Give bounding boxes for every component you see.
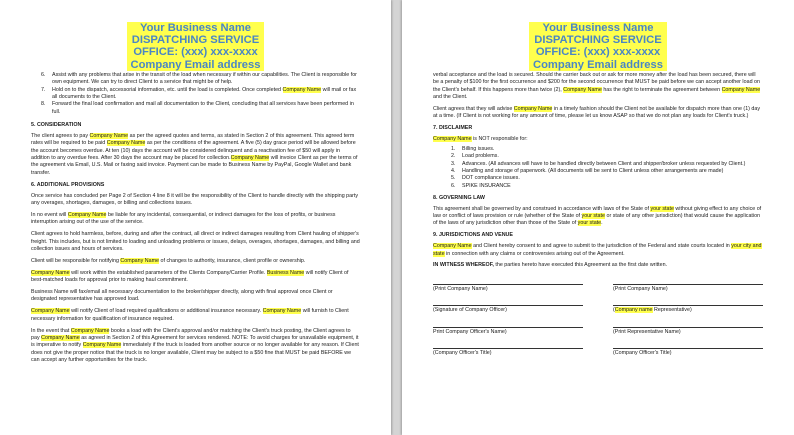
highlight-company-name: Company Name <box>230 155 270 162</box>
paragraph: Company Name will notify Client of load required qualifications or additional insurance necessary. Company Name will furnish to Client necessary information for qualification of insurance required. <box>31 308 349 322</box>
signature-row <box>433 348 763 357</box>
signature-line: (Company name Representative) <box>613 305 763 314</box>
list-item: 1. Billing issues. <box>451 146 495 153</box>
list-item: 4. Handling and storage of paperwork. (All documents will be sent to Client unless other arrangements are made) <box>451 168 724 175</box>
highlight-company-name: Company Name <box>120 257 160 264</box>
section-heading: 7. DISCLAIMER <box>433 125 473 132</box>
office-phone: OFFICE: (xxx) xxx-xxxx <box>133 46 258 59</box>
signature-line: (Print Company Name) <box>433 284 583 293</box>
service-title: DISPATCHING SERVICE <box>534 34 662 47</box>
highlight-company-name: Company Name <box>31 308 70 315</box>
paragraph: Company Name is NOT responsible for: <box>433 136 528 143</box>
service-title: DISPATCHING SERVICE <box>131 34 260 47</box>
list-item: 8. Forward the final load confirmation and mail all documentation to the Client, concluding that all services have been performed in full. <box>41 101 354 115</box>
company-email: Company Email address <box>533 58 663 71</box>
letterhead-highlight <box>127 22 265 71</box>
list-item: 6. SPIKE INSURANCE <box>451 182 511 189</box>
highlight-business-name: Business Name <box>266 269 305 276</box>
section-heading: 6. ADDITIONAL PROVISIONS <box>31 181 105 188</box>
highlight-company-name: Company Name <box>67 211 107 218</box>
highlight-company-name: Company Name <box>106 140 146 147</box>
highlight-company-name: Company name <box>614 307 653 314</box>
signature-row <box>433 284 763 293</box>
witness-clause: IN WITNESS WHEREOF, the parties hereto have executed this Agreement as the first date written. <box>433 262 668 269</box>
paragraph: Client agrees that they will advise Company Name in a timely fashion should the Client not be available for dispatch more than one (1) day at a time. (If Client is not working for any amount of time, please let us know ASAP so that we do not plan any loads for Client's truck.) <box>433 105 761 120</box>
list-item: 5. DOT compliance issues. <box>451 175 520 182</box>
document-page-left <box>0 0 391 435</box>
section-heading: 9. JURISDICTIONS AND VENUE <box>433 232 513 239</box>
letterhead <box>0 22 391 73</box>
signature-row <box>433 327 763 336</box>
letterhead-highlight <box>529 22 667 71</box>
letterhead <box>402 22 794 73</box>
highlight-company-name: Company Name <box>282 86 322 93</box>
disclaimer-list <box>441 146 763 190</box>
paragraph: Once service has concluded per Page 2 of Section 4 line 8 it will be the responsibility of the Client to handle directly with the shipping party any overages, shortages, damages, or billing and collections issues. <box>31 192 359 206</box>
paragraph: Company Name and Client hereby consent to and agree to submit to the jurisdiction of the Federal and state courts located in your city and state in connection with any claims or controversies arising out of the Agreement. <box>433 243 762 257</box>
list-item: 7. Hold on to the dispatch, accessorial information, etc. until the load is completed. Once completed Company Name will mail or fax all documents to the Client. <box>41 86 357 101</box>
section-heading: 8. GOVERNING LAW <box>433 194 485 201</box>
highlight-company-name: Company Name <box>31 269 70 276</box>
business-name: Your Business Name <box>139 22 252 34</box>
paragraph: This agreement shall be governed by and construed in accordance with laws of the State of your state without giving effect to any choice of law or conflict of laws provision or rule (whether of the State of your state or state of any other jurisdiction) that would cause the application of the laws of any jurisdiction other than those of the State of your state. <box>433 205 762 227</box>
section-heading: 5. CONSIDERATION <box>31 122 82 129</box>
highlight-company-name: Company Name <box>721 86 761 93</box>
signature-line: (Print Company Name) <box>613 284 763 293</box>
left-page-body <box>31 72 360 369</box>
paragraph: verbal acceptance and the load is secured. Should the carrier back out or ask for more money after the load has been secured, there will be a penalty of $100 for the first occurrence and $200 for the second occurrence that MUST be paid before we can accept another load on the Client's behalf. If this happens more than twice (2), Company Name has the right to terminate the agreement between Company Name and the Client. <box>433 72 761 101</box>
highlight-company-name: Company Name <box>82 342 122 349</box>
right-page-body <box>433 72 763 357</box>
document-page-right <box>402 0 794 435</box>
paragraph: The client agrees to pay Company Name as per the agreed quotes and terms, as stated in Section 2 of this agreement. This agreed term rates will be required to be paid Company Name as per the conditions of the agreement. A five (5) day grace period will be allowed before the account becomes overdue. At ten (10) days the account will be considered delinquent and a reactivation fee of $50 will apply in addition to any overdue fees. After 30 days the account may be placed for collection.Company Name will invoice Client as per the terms of the agreement via Email, U.S. Mail or faxing said invoice. Payment can be made to Business Name by PayPal, Google Wallet and bank transfer. <box>31 133 358 176</box>
highlight-company-name: Company Name <box>563 86 602 93</box>
highlight-company-name: Company Name <box>89 133 129 139</box>
paragraph: Client will be responsible for notifying Company Name of changes to authority, insurance, client profile or ownership. <box>31 257 306 264</box>
highlight-company-name: Company Name <box>41 334 80 341</box>
highlight-company-name: Company Name <box>70 327 110 334</box>
highlight-company-name: Company Name <box>433 136 472 143</box>
highlight-company-name: Company Name <box>262 308 302 315</box>
office-phone: OFFICE: (xxx) xxx-xxxx <box>535 46 661 59</box>
list-item: 2. Load problems. <box>451 153 499 160</box>
paragraph: In no event will Company Name be liable for any incidental, consequential, or indirect damages for the loss of profits, or business interruption arising out of the use of the service. <box>31 211 336 226</box>
business-name: Your Business Name <box>542 22 654 34</box>
paragraph: Business Name will fax/email all necessary documentation to the broker/shipper directly, along with final approval once Client or designated representative has approved load. <box>31 289 333 303</box>
paragraph: In the event that Company Name books a load with the Client's approval and/or matching the Client's truck posting, the Client agrees to pay Company Name as agreed in Section 2 of this Agreement for services rendered. NOTE: To avoid charges for unavailable equipment, it is imperative to notify Company Name immediately if the truck is loaded from another source or no longer available for any reason. If Client does not give the proper notice that the truck is no longer available, Client may be subject to a $50 fine that MUST be paid BEFORE we can accept any further opportunities for the truck. <box>31 327 359 363</box>
company-email: Company Email address <box>130 58 261 71</box>
highlight-company-name: Company Name <box>433 243 472 250</box>
highlight-your-state: your state <box>650 205 674 212</box>
list-item: 6. Assist with any problems that arise in the transit of the load when necessary if within our capabilities. The Client is responsible for own equipment. We can try to direct Client to a service that might be of help. <box>41 72 357 86</box>
signature-row <box>433 305 763 314</box>
highlight-your-state: your state <box>581 212 605 219</box>
signature-line: (Signature of Company Officer) <box>433 305 583 314</box>
signature-line: (Company Officer's Title) <box>613 348 763 357</box>
signature-line: (Print Representative Name) <box>613 327 763 336</box>
highlight-company-name: Company Name <box>513 105 553 112</box>
paragraph: Company Name will work within the established parameters of the Clients Company/Carrier Profile. Business Name will notify Client of best-matched loads for approval prior to making haul commitment. <box>31 269 349 284</box>
signature-line: Print Company Officer's Name) <box>433 327 583 336</box>
highlight-your-state: your state <box>577 220 602 227</box>
list-item: 3. Advances. (All advances will have to be handled directly between Client and shipper/broker unless requested by Client.) <box>451 160 746 167</box>
signature-line: (Company Officer's Title) <box>433 348 583 357</box>
paragraph: Client agrees to hold harmless, before, during and after the contract, all direct or indirect damages resulting from Client hauling of shipper's freight. This includes, but is not limited to loading and unloading problems or issues, delays, overages, shortages, damages, and billing and collection issues and hours of services. <box>31 231 360 252</box>
highlight-city-state: your city and state <box>433 243 762 257</box>
